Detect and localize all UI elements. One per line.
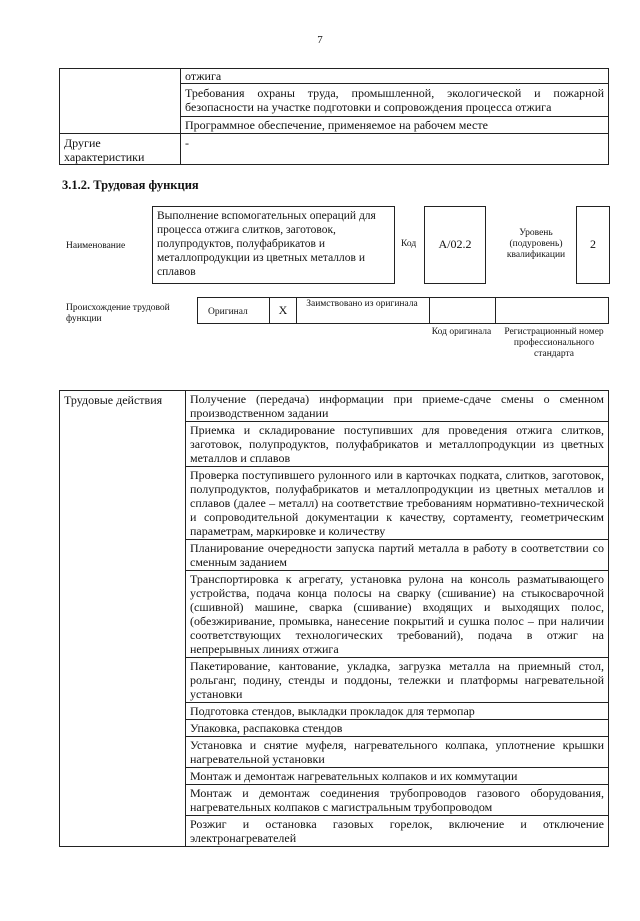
other-characteristics-value: - — [181, 134, 609, 165]
table-row — [60, 84, 609, 117]
labor-actions-table — [59, 390, 609, 847]
table-cell-left — [60, 117, 181, 134]
labor-action-item: Установка и снятие муфеля, нагревательного колпака, уплотнение крышки нагревательной установки — [186, 737, 609, 768]
table-row — [60, 391, 609, 422]
name-label: Наименование — [66, 241, 126, 251]
section-heading: 3.1.2. Трудовая функция — [62, 178, 199, 192]
labor-action-item: Проверка поступившего рулонного или в карточках подката, слитков, заготовок, полупродуктов, полуфабрикатов и металлопродукции из цветных металлов и сплавов (далее – металл) на соответствие требованиям нормативно-технической и сопроводительной документации к качеству, сортаменту, геометрическим параметрам, маркировке и количеству — [186, 467, 609, 540]
code-label: Код — [401, 239, 417, 249]
table-cell-right: Требования охраны труда, промышленной, экологической и пожарной безопасности на участке подготовки и сопровождения процесса отжига — [181, 84, 609, 117]
origin-label: Происхождение трудовой функции — [66, 303, 170, 324]
labor-actions-label: Трудовые действия — [60, 391, 186, 847]
labor-action-item: Розжиг и остановка газовых горелок, включение и отключение электронагревателей — [186, 816, 609, 847]
top-characteristics-table — [59, 68, 609, 165]
other-characteristics-label: Другие характеристики — [60, 134, 181, 165]
labor-action-item: Пакетирование, кантование, укладка, загрузка металла на приемный стол, рольганг, подину, стенды и поддоны, тележки и платформы нагревательной установки — [186, 658, 609, 703]
level-value-box — [576, 206, 610, 284]
function-name-value: Выполнение вспомогательных операций для процесса отжига слитков, заготовок, полупродуктов, полуфабрикатов и металлопродукции из цветных металлов и сплавов — [157, 210, 376, 278]
origin-row — [197, 297, 609, 324]
labor-action-item: Приемка и складирование поступивших для проведения отжига слитков, заготовок, полупродуктов, полуфабрикатов и металлопродукции из цветных металлов и сплавов — [186, 422, 609, 467]
labor-action-item: Планирование очередности запуска партий металла в работу в соответствии со сменным заданием — [186, 540, 609, 571]
table-row — [60, 117, 609, 134]
original-code-cell — [429, 298, 496, 323]
labor-action-item: Подготовка стендов, выкладки прокладок для термопар — [186, 703, 609, 720]
original-code-caption: Код оригинала — [431, 327, 492, 337]
borrowed-label: Заимствовано из оригинала — [306, 299, 418, 309]
table-cell-left — [60, 69, 181, 84]
table-cell-right: Программное обеспечение, применяемое на рабочем месте — [181, 117, 609, 134]
function-name-box — [152, 206, 395, 284]
page-number: 7 — [317, 34, 323, 46]
labor-action-item: Получение (передача) информации при приеме-сдаче смены о сменном производственном задании — [186, 391, 609, 422]
table-row — [60, 134, 609, 165]
table-cell-right: отжига — [181, 69, 609, 84]
function-code-box — [424, 206, 486, 284]
labor-action-item: Упаковка, распаковка стендов — [186, 720, 609, 737]
registration-number-caption: Регистрационный номер профессионального стандарта — [504, 327, 604, 359]
table-row — [60, 69, 609, 84]
table-cell-left — [60, 84, 181, 117]
function-code-value: А/02.2 — [438, 237, 472, 251]
level-value: 2 — [590, 237, 596, 251]
level-label: Уровень (подуровень) квалификации — [506, 228, 566, 260]
labor-action-item: Монтаж и демонтаж соединения трубопроводов газового оборудования, нагревательных колпаков с магистральным трубопроводом — [186, 785, 609, 816]
labor-action-item: Транспортировка к агрегату, установка рулона на консоль разматывающего устройства, подача конца полосы на сварку (сшивание) на стыкосварочной (сшивной) машине, сварка (сшивание) входящих и выходящих полос, (обезжиривание, промывка, нанесение покрытий и сушка полос – при наличии соответствующих технологических требований), подача в отжиг на непрерывных линиях отжига — [186, 571, 609, 658]
original-mark: X — [269, 298, 297, 323]
labor-action-item: Монтаж и демонтаж нагревательных колпаков и их коммутации — [186, 768, 609, 785]
original-label: Оригинал — [208, 307, 248, 317]
